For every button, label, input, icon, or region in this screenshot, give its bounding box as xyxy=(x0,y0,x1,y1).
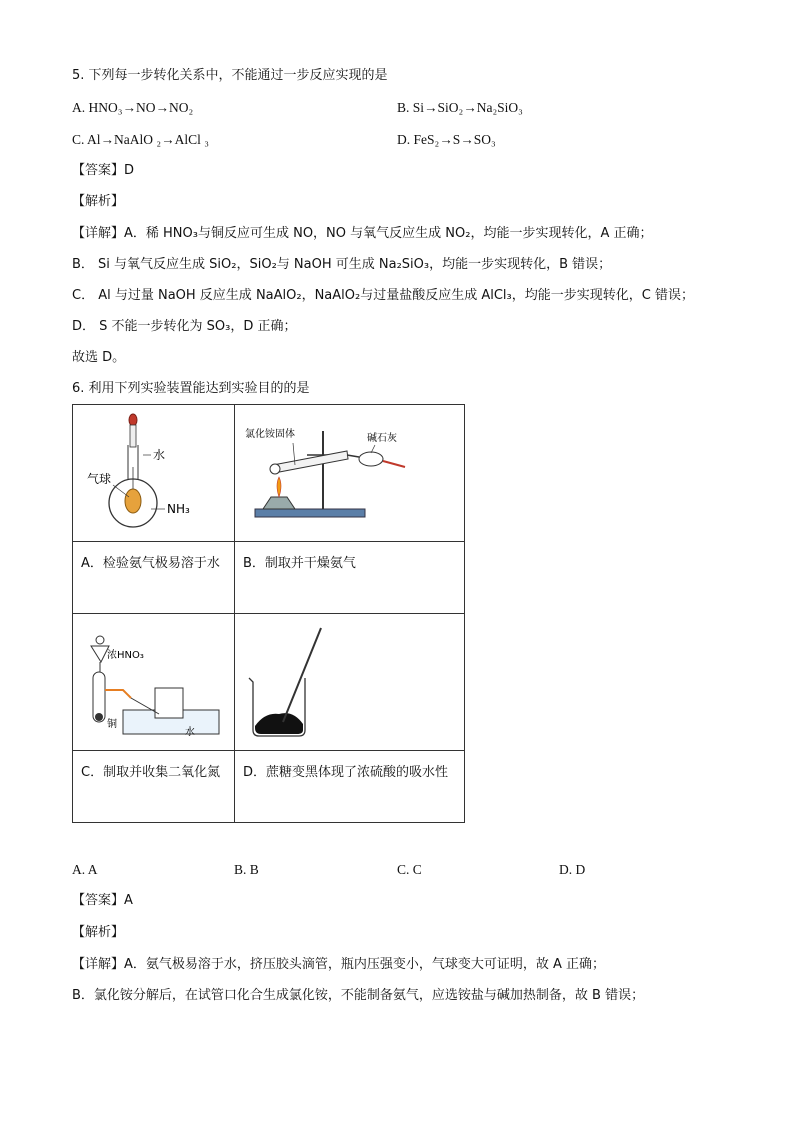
caption-b-cell xyxy=(235,542,465,614)
q5-option-c: C. Al→NaAlO ₂→AlCl ₃ xyxy=(72,132,209,147)
caption-d-cell xyxy=(235,751,465,823)
label-water: 水 xyxy=(153,448,166,462)
caption-b: B．制取并干燥氨气 xyxy=(243,556,356,571)
q6-stem: 6. 利用下列实验装置能达到实验目的的是 xyxy=(72,381,310,396)
q5-option-a: A. HNO₃→NO→NO₂ xyxy=(72,100,194,115)
q5-conclusion: 故选 D。 xyxy=(72,350,126,365)
q6-choice-b: B. B xyxy=(234,862,259,877)
experiment-table xyxy=(72,404,465,823)
caption-a-cell xyxy=(73,542,235,614)
q5-answer: 【答案】D xyxy=(72,163,135,178)
q5-option-b: B. Si→SiO₂→Na₂SiO₃ xyxy=(397,100,523,115)
caption-c: C．制取并收集二氧化氮 xyxy=(81,765,221,780)
label-nh3: NH₃ xyxy=(167,502,190,516)
label-conc-hno3: 浓HNO₃ xyxy=(107,650,144,661)
label-water2: 水 xyxy=(185,727,195,738)
q5-detail-c: C． Al 与过量 NaOH 反应生成 NaAlO₂，NaAlO₂与过量盐酸反应生成 AlCl₃，均能一步实现转化，C 错误； xyxy=(72,288,694,303)
figure-b-ammonia-apparatus xyxy=(235,405,465,541)
label-soda-lime: 碱石灰 xyxy=(367,433,397,444)
q5-detail-a: 【详解】A．稀 HNO₃与铜反应可生成 NO，NO 与氧气反应生成 NO₂，均能一步实现转化，A 正确； xyxy=(72,226,653,241)
figure-d-cell xyxy=(235,614,465,751)
q5-stem: 5. 下列每一步转化关系中，不能通过一步反应实现的是 xyxy=(72,68,388,83)
figure-c-cell xyxy=(73,614,235,751)
q6-analysis-label: 【解析】 xyxy=(72,925,125,940)
figure-b-cell xyxy=(235,405,465,542)
label-copper: 铜 xyxy=(107,719,117,730)
label-balloon: 气球 xyxy=(87,472,112,486)
q5-analysis-label: 【解析】 xyxy=(72,194,125,209)
figure-c-no2-apparatus xyxy=(73,614,235,750)
q6-detail-b: B．氯化铵分解后，在试管口化合生成氯化铵，不能制备氨气，应选铵盐与碱加热制备，故 B 错误； xyxy=(72,988,645,1003)
q6-choice-d: D. D xyxy=(559,862,586,877)
figure-d-sugar-beaker xyxy=(235,614,465,750)
q5-detail-d: D． S 不能一步转化为 SO₃，D 正确； xyxy=(72,319,297,334)
label-nh4cl-solid: 氯化铵固体 xyxy=(245,429,295,440)
q6-choice-c: C. C xyxy=(397,862,422,877)
figure-a-cell xyxy=(73,405,235,542)
q6-choice-a: A. A xyxy=(72,862,98,877)
caption-c-cell xyxy=(73,751,235,823)
q6-detail-a: 【详解】A．氨气极易溶于水，挤压胶头滴管，瓶内压强变小，气球变大可证明，故 A 正确； xyxy=(72,957,606,972)
caption-d: D．蔗糖变黑体现了浓硫酸的吸水性 xyxy=(243,765,449,780)
q5-option-d: D. FeS₂→S→SO₃ xyxy=(397,132,496,147)
q5-detail-b: B． Si 与氧气反应生成 SiO₂，SiO₂与 NaOH 可生成 Na₂SiO₃，均能一步实现转化，B 错误； xyxy=(72,257,612,272)
q6-answer: 【答案】A xyxy=(72,893,133,908)
caption-a: A．检验氨气极易溶于水 xyxy=(81,556,220,571)
figure-a-fountain-apparatus xyxy=(73,405,235,541)
